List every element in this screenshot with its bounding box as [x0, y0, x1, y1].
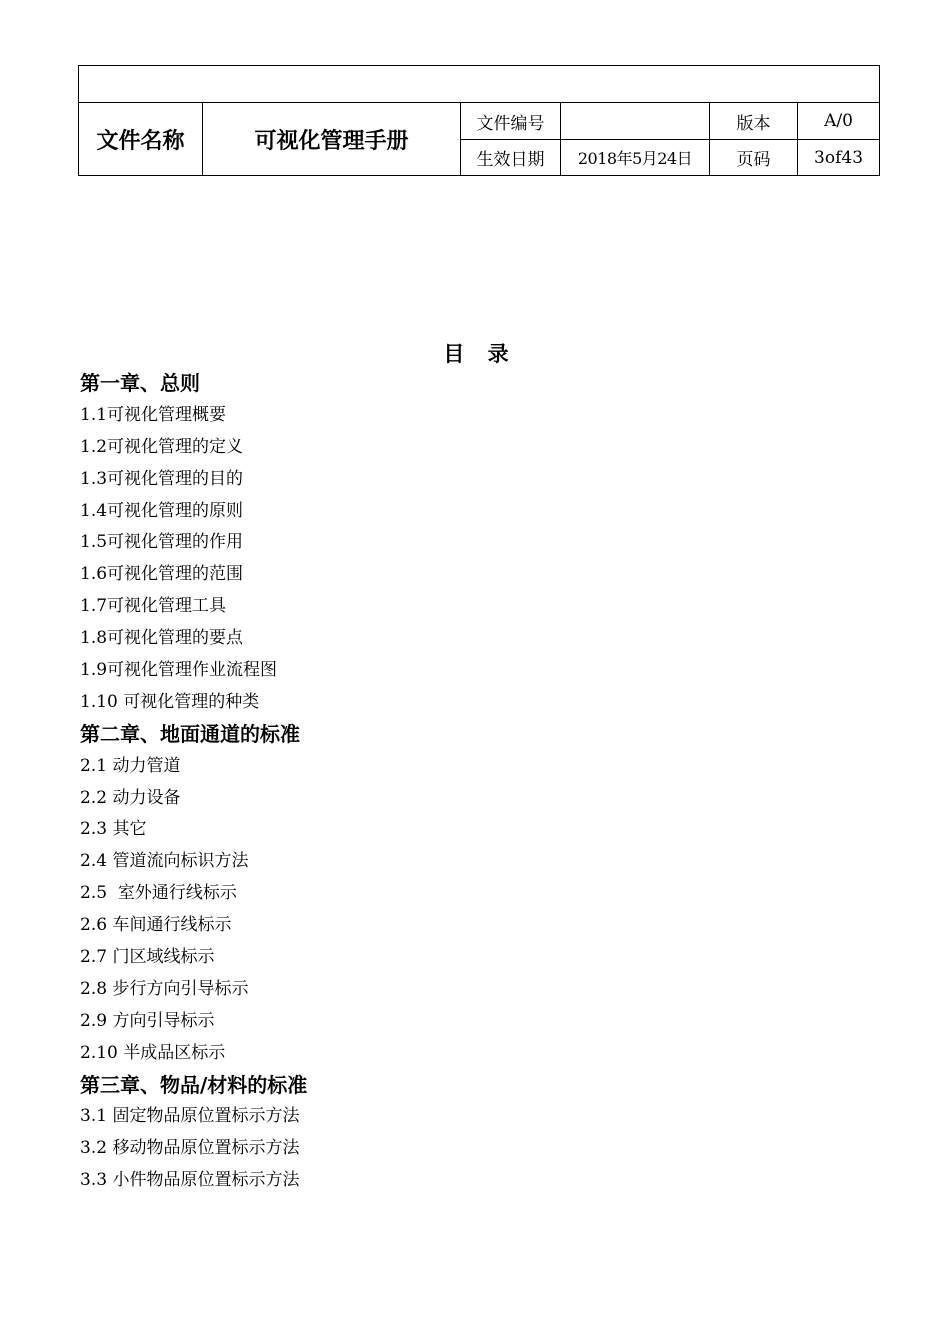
- toc-entry: 2.1 动力管道: [80, 755, 181, 776]
- header-top-blank-cell: [79, 66, 880, 103]
- toc-entry: 2.3 其它: [80, 819, 147, 840]
- table-of-contents: [80, 368, 900, 1197]
- toc-chapter-heading: 第一章、总则: [80, 371, 200, 395]
- page-label: 页码: [710, 140, 798, 176]
- page-value: 3of43: [798, 140, 880, 176]
- toc-entry: 2.8 步行方向引导标示: [80, 978, 249, 999]
- toc-entry: 3.3 小件物品原位置标示方法: [80, 1170, 300, 1191]
- effective-date-label: 生效日期: [461, 140, 561, 176]
- toc-entry: 1.2可视化管理的定义: [80, 436, 244, 457]
- toc-entry: 2.4 管道流向标识方法: [80, 851, 249, 872]
- toc-entry: 2.9 方向引导标示: [80, 1010, 215, 1031]
- toc-entry: 2.2 动力设备: [80, 787, 181, 808]
- doc-no-label: 文件编号: [461, 103, 561, 140]
- toc-entry: 2.5 室外通行线标示: [80, 883, 237, 904]
- toc-entry: 1.3可视化管理的目的: [80, 468, 244, 489]
- version-value: A/0: [798, 103, 880, 140]
- toc-entry: 1.7可视化管理工具: [80, 596, 227, 617]
- toc-entry: 1.5可视化管理的作用: [80, 532, 244, 553]
- toc-entry: 2.6 车间通行线标示: [80, 915, 232, 936]
- toc-entry: 1.10 可视化管理的种类: [80, 691, 260, 712]
- toc-entry: 2.10 半成品区标示: [80, 1042, 226, 1063]
- toc-entry: 2.7 门区域线标示: [80, 947, 215, 968]
- effective-date-value: 2018年5月24日: [561, 140, 710, 176]
- toc-entry: 1.1可视化管理概要: [80, 404, 227, 425]
- doc-no-value: [561, 103, 710, 140]
- toc-entry: 1.8可视化管理的要点: [80, 628, 244, 649]
- toc-chapter-heading: 第二章、地面通道的标准: [80, 721, 300, 746]
- toc-entry: 3.2 移动物品原位置标示方法: [80, 1138, 300, 1159]
- document-header-table: [78, 65, 880, 176]
- toc-entry: 3.1 固定物品原位置标示方法: [80, 1106, 300, 1127]
- file-name-label: 文件名称: [79, 103, 203, 176]
- toc-entry: 1.4可视化管理的原则: [80, 500, 244, 521]
- toc-entry: 1.6可视化管理的范围: [80, 564, 244, 585]
- toc-chapter-heading: 第三章、物品/材料的标准: [80, 1072, 308, 1097]
- file-name-value: 可视化管理手册: [203, 103, 461, 176]
- version-label: 版本: [710, 103, 798, 140]
- toc-entry: 1.9可视化管理作业流程图: [80, 660, 278, 681]
- toc-title: 目 录: [443, 342, 517, 366]
